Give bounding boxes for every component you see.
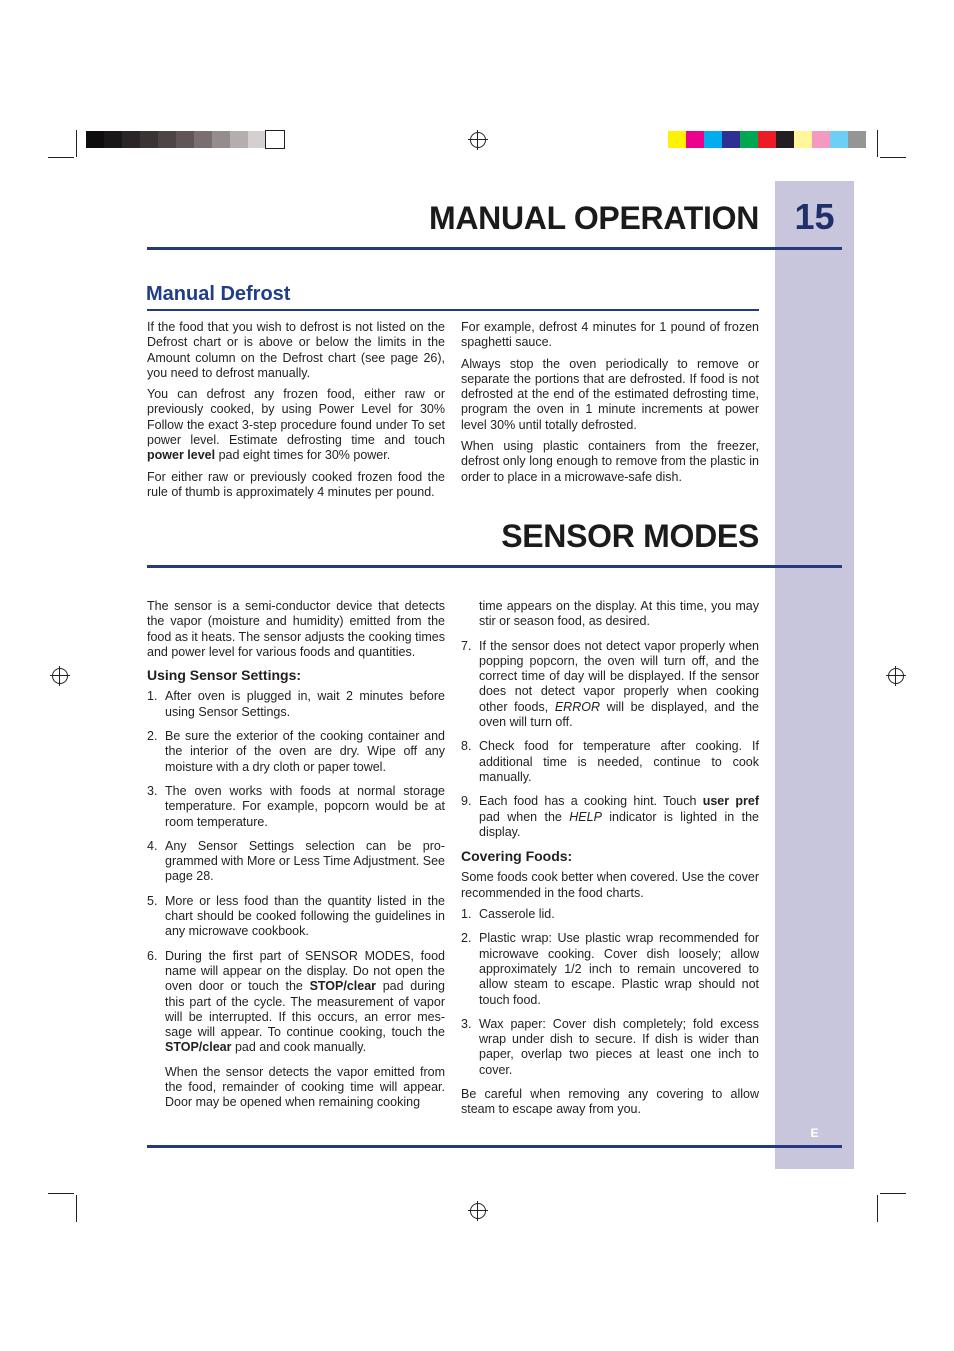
language-edge-letter: E (810, 1126, 819, 1140)
crop-mark (880, 157, 906, 158)
paragraph: If the food that you wish to defrost is not listed on the Defrost chart or is above or below the limits in the Amount column on the Defrost chart (see page 26), you need to defrost manually. (147, 320, 445, 380)
list-item: 9. Each food has a cooking hint. Touch user pref pad when the HELP indicator is lighted in the display. (461, 794, 759, 839)
list-item: 4. Any Sensor Settings selection can be pro-grammed with More or Less Time Adjustment. See page 28. (147, 838, 445, 884)
calibration-swatch (794, 131, 812, 148)
list-item: 1. Casserole lid. (461, 907, 555, 922)
paragraph: When using plastic containers from the freezer, defrost only long enough to remove from the plastic in order to place in a microwave-safe dish. (461, 439, 759, 484)
list-item-continuation: When the sensor detects the vapor emitted from the food, remainder of cooking time will appear. Door may be opened when remaining cooking (165, 1064, 445, 1110)
calibration-swatch (86, 131, 104, 148)
paragraph: You can defrost any frozen food, either raw or previously cooked, by using Power Level for 30% Follow the exact 3-step procedure found under To set power level. Estimate defrosting time and touch power level pad eight times for 30% power. (147, 387, 445, 463)
crop-mark (48, 157, 74, 158)
calibration-swatch (176, 131, 194, 148)
section-rule (147, 309, 759, 311)
sensor-intro: The sensor is a semi-conductor device that detects the vapor (moisture and humidity) emitted from the food as it heats. The sensor adjusts the cooking times and power level for various foods and quantities. (147, 599, 445, 659)
list-item-continuation: time appears on the display. At this time, you may stir or season food, as desired. (479, 599, 759, 629)
manual-defrost-heading: Manual Defrost (146, 283, 291, 305)
crop-mark (76, 1195, 77, 1222)
calibration-swatch (194, 131, 212, 148)
crop-mark (877, 130, 878, 157)
list-item: 1. After oven is plugged in, wait 2 minutes before using Sensor Settings. (147, 689, 445, 719)
crop-mark (877, 1195, 878, 1222)
paragraph: Always stop the oven periodically to remove or separate the portions that are defrosted. If food is not defrosted at the end of the estimated defrosting time, program the oven in 1 minute increments at power level 30% until totally defrosted. (461, 356, 759, 432)
calibration-swatch (848, 131, 866, 148)
calibration-swatch (830, 131, 848, 148)
page-tab-sidebar (775, 181, 854, 1169)
sensor-left-column (147, 599, 445, 1120)
sensor-right-column (461, 599, 759, 1124)
title-rule (147, 247, 842, 250)
page-number: 15 (794, 196, 835, 237)
crop-mark (880, 1193, 906, 1194)
list-item: 6. During the first part of SENSOR MODES, food name will appear on the display. Do not open the oven door or touch the STOP/clear pad during this part of the cycle. The measurement of vapor will be interrupted. If this occurs, an error mes-sage will appear. To continue cooking, touch the STOP/clear pad and cook manually. When the sensor detects the vapor emitted from the food, remainder of cooking time will appear. Door may be opened when remaining cooking (147, 948, 445, 1110)
list-item: 2. Be sure the exterior of the cooking container and the interior of the oven are dry. Wipe off any moisture with a dry cloth or paper towel. (147, 729, 445, 774)
calibration-swatch (122, 131, 140, 148)
calibration-swatch (668, 131, 686, 148)
calibration-swatch (230, 131, 248, 148)
calibration-swatch (740, 131, 758, 148)
list-item: 2. Plastic wrap: Use plastic wrap recommended for microwave cooking. Cover dish loosely; allow approximately 1/2 inch to remain uncovered to allow steam to escape. Plastic wrap should not touch food. (461, 931, 759, 1007)
title-rule (147, 565, 842, 568)
sensor-settings-list (147, 689, 445, 1110)
registration-mark-icon (470, 1203, 486, 1219)
calibration-swatch (758, 131, 776, 148)
manual-operation-title: MANUAL OPERATION (428, 200, 759, 236)
paragraph: For example, defrost 4 minutes for 1 pound of frozen spaghetti sauce. (461, 320, 759, 350)
paragraph: Some foods cook better when covered. Use the cover recommended in the food charts. (461, 870, 759, 900)
sensor-modes-title: SENSOR MODES (501, 518, 759, 554)
footer-rule (147, 1145, 842, 1148)
list-item: 8. Check food for temperature after cooking. If additional time is needed, continue to cook manually. (461, 739, 759, 784)
list-item: 3. Wax paper: Cover dish completely; fold excess wrap under dish to secure. If dish is wider than paper, overlap two pieces at least one inch to cover. (461, 1016, 759, 1077)
crop-mark (76, 130, 77, 157)
list-item: 5. More or less food than the quantity listed in the chart should be cooked following the guidelines in any microwave cookbook. (147, 893, 445, 939)
calibration-swatch (722, 131, 740, 148)
calibration-swatch (812, 131, 830, 148)
calibration-swatch (776, 131, 794, 148)
crop-mark (48, 1193, 74, 1194)
registration-mark-icon (888, 668, 904, 684)
calibration-swatch (104, 131, 122, 148)
covering-list (461, 907, 759, 1078)
manual-defrost-right-column (461, 320, 759, 491)
covering-foods-heading: Covering Foods: (461, 848, 573, 865)
calibration-swatch (140, 131, 158, 148)
calibration-swatch (704, 131, 722, 148)
calibration-swatch (686, 131, 704, 148)
calibration-swatch (212, 131, 230, 148)
registration-mark-icon (470, 132, 486, 148)
registration-mark-icon (52, 668, 68, 684)
manual-defrost-left-column (147, 320, 445, 506)
calibration-swatch (248, 131, 266, 148)
calibration-swatch (158, 131, 176, 148)
list-item: 3. The oven works with foods at normal storage temperature. For example, popcorn would be at room temperature. (147, 783, 445, 829)
list-item: 7. If the sensor does not detect vapor properly when popping popcorn, the oven will turn off, and the correct time of day will be displayed. If the sensor does not detect vapor properly when cooking other foods, ERROR will be displayed, and the oven will turn off. (461, 638, 759, 730)
calibration-swatch (266, 131, 284, 148)
using-sensor-settings-heading: Using Sensor Settings: (147, 667, 302, 684)
paragraph: Be careful when removing any covering to allow steam to escape away from you. (461, 1087, 759, 1117)
sensor-settings-list-continued (461, 599, 759, 840)
paragraph: For either raw or previously cooked frozen food the rule of thumb is approximately 4 minutes per pound. (147, 469, 445, 499)
